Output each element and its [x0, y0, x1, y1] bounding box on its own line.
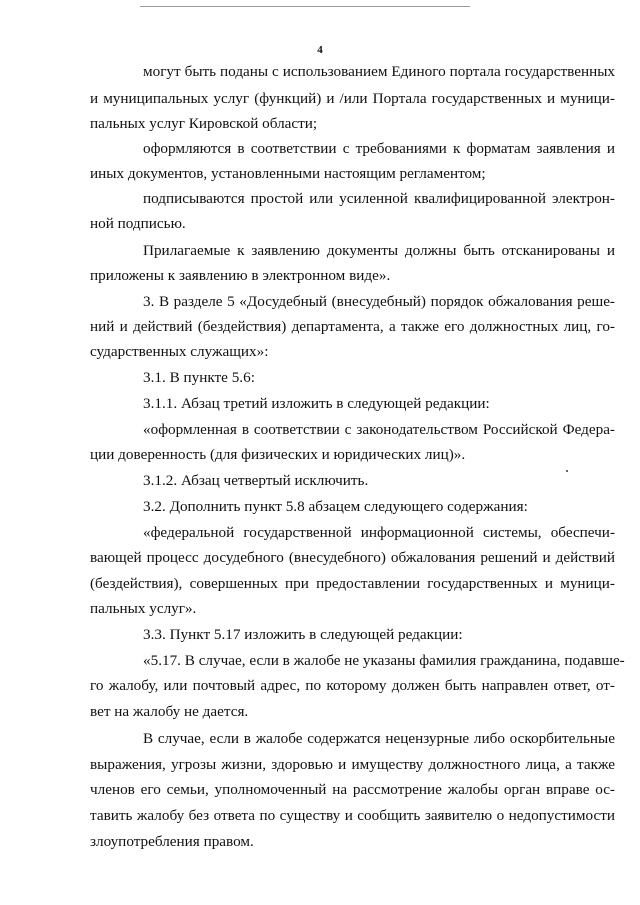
text-line: «федеральной государственной информационной системы, обеспечи- — [143, 524, 615, 541]
text-line: го жалобу, или почтовый адрес, по которому должен быть направлен ответ, от- — [90, 677, 615, 694]
text-line: ной подписью. — [90, 215, 186, 232]
text-line: вет на жалобу не дается. — [90, 703, 249, 720]
scan-speck — [566, 470, 568, 472]
page-number: 4 — [317, 44, 323, 56]
text-line: тавить жалобу без ответа по существу и сообщить заявителю о недопустимости — [90, 807, 615, 824]
text-line: «оформленная в соответствии с законодательством Российской Федера- — [143, 421, 615, 438]
text-line: приложены к заявлению в электронном виде». — [90, 267, 391, 284]
text-line: 3. В разделе 5 «Досудебный (внесудебный) порядок обжалования реше- — [143, 293, 615, 310]
text-line: сударственных служащих»: — [90, 343, 269, 360]
text-line: 3.2. Дополнить пункт 5.8 абзацем следующего содержания: — [143, 498, 528, 515]
text-line: вающей процесс досудебного (внесудебного) обжалования решений и действий — [90, 549, 615, 566]
text-line: 3.3. Пункт 5.17 изложить в следующей редакции: — [143, 626, 463, 643]
text-line: выражения, угрозы жизни, здоровью и имуществу должностного лица, а также — [90, 756, 615, 773]
text-line: (бездействия), совершенных при предоставлении государственных и муници- — [90, 575, 615, 592]
text-line: 3.1.2. Абзац четвертый исключить. — [143, 472, 369, 489]
text-line: членов его семьи, уполномоченный на рассмотрение жалобы орган вправе ос- — [90, 781, 615, 798]
top-scan-rule — [140, 6, 470, 7]
text-line: оформляются в соответствии с требованиями к форматам заявления и — [143, 140, 615, 157]
text-line: пальных услуг». — [90, 600, 197, 617]
text-line: Прилагаемые к заявлению документы должны быть отсканированы и — [143, 242, 615, 259]
text-line: В случае, если в жалобе содержатся нецензурные либо оскорбительные — [143, 730, 615, 747]
text-line: ции доверенность (для физических и юридических лиц)». — [90, 446, 466, 463]
text-line: 3.1.1. Абзац третий изложить в следующей редакции: — [143, 395, 490, 412]
text-line: злоупотребления правом. — [90, 833, 254, 850]
text-line: 3.1. В пункте 5.6: — [143, 369, 255, 386]
text-line: пальных услуг Кировской области; — [90, 115, 318, 132]
text-line: иных документов, установленными настоящим регламентом; — [90, 165, 486, 182]
text-line: «5.17. В случае, если в жалобе не указаны фамилия гражданина, подавше- — [143, 652, 625, 669]
text-line: могут быть поданы с использованием Единого портала государственных — [143, 63, 615, 80]
text-line: ний и действий (бездействия) департамента, а также его должностных лиц, го- — [90, 318, 615, 335]
text-line: и муниципальных услуг (функций) и /или Портала государственных и муници- — [90, 90, 615, 107]
text-line: подписываются простой или усиленной квалифицированной электрон- — [143, 190, 615, 207]
